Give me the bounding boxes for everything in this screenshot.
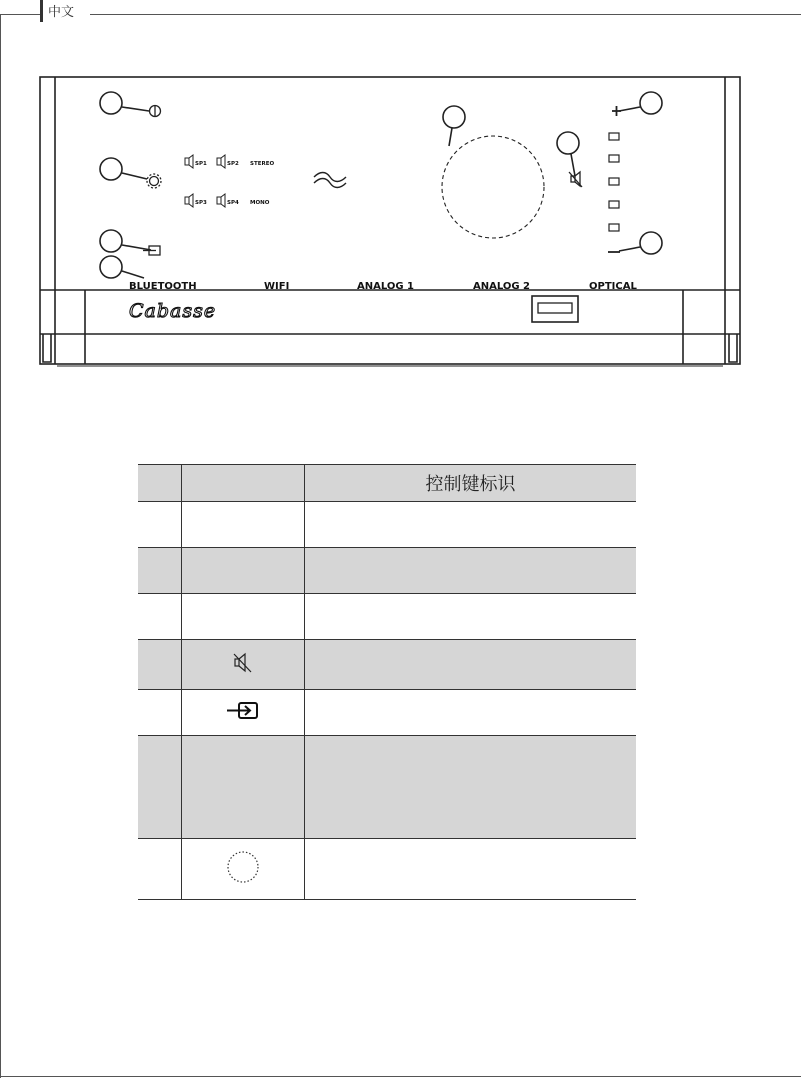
mode-label-mono: MONO (250, 200, 270, 206)
table-row (138, 502, 636, 548)
speaker-label-sp4: SP4 (227, 200, 239, 206)
header-cell-title: 控制键标识 (305, 465, 637, 502)
device-front-panel (39, 76, 741, 368)
input-select-icon (223, 700, 263, 722)
dotted-circle-icon (225, 849, 261, 885)
table-row (138, 839, 636, 900)
language-marker (40, 0, 43, 22)
table-header-row (138, 465, 636, 502)
input-label-analog1: ANALOG 1 (357, 281, 415, 292)
input-label-optical: OPTICAL (589, 281, 637, 292)
page-frame-top (0, 14, 42, 15)
table-row (138, 548, 636, 594)
table-row (138, 640, 636, 690)
page-frame-top (90, 14, 801, 15)
speaker-label-sp1: SP1 (195, 161, 207, 167)
input-label-analog2: ANALOG 2 (473, 281, 531, 292)
page-frame-left (0, 14, 1, 1078)
header-cell-number (138, 465, 182, 502)
speaker-label-sp2: SP2 (227, 161, 239, 167)
table-row (138, 594, 636, 640)
mode-label-stereo: STEREO (250, 161, 275, 167)
brand-logo: Cabasse (129, 300, 217, 322)
language-label: 中文 (48, 5, 75, 20)
table-row (138, 690, 636, 736)
input-label-bluetooth: BLUETOOTH (129, 281, 197, 292)
page-frame-bottom (0, 1076, 801, 1077)
controls-table (138, 464, 636, 900)
speaker-label-sp3: SP3 (195, 200, 207, 206)
table-row (138, 736, 636, 839)
input-label-wifi: WIFI (264, 281, 290, 292)
mute-icon (231, 652, 255, 674)
header-cell-icon (182, 465, 305, 502)
